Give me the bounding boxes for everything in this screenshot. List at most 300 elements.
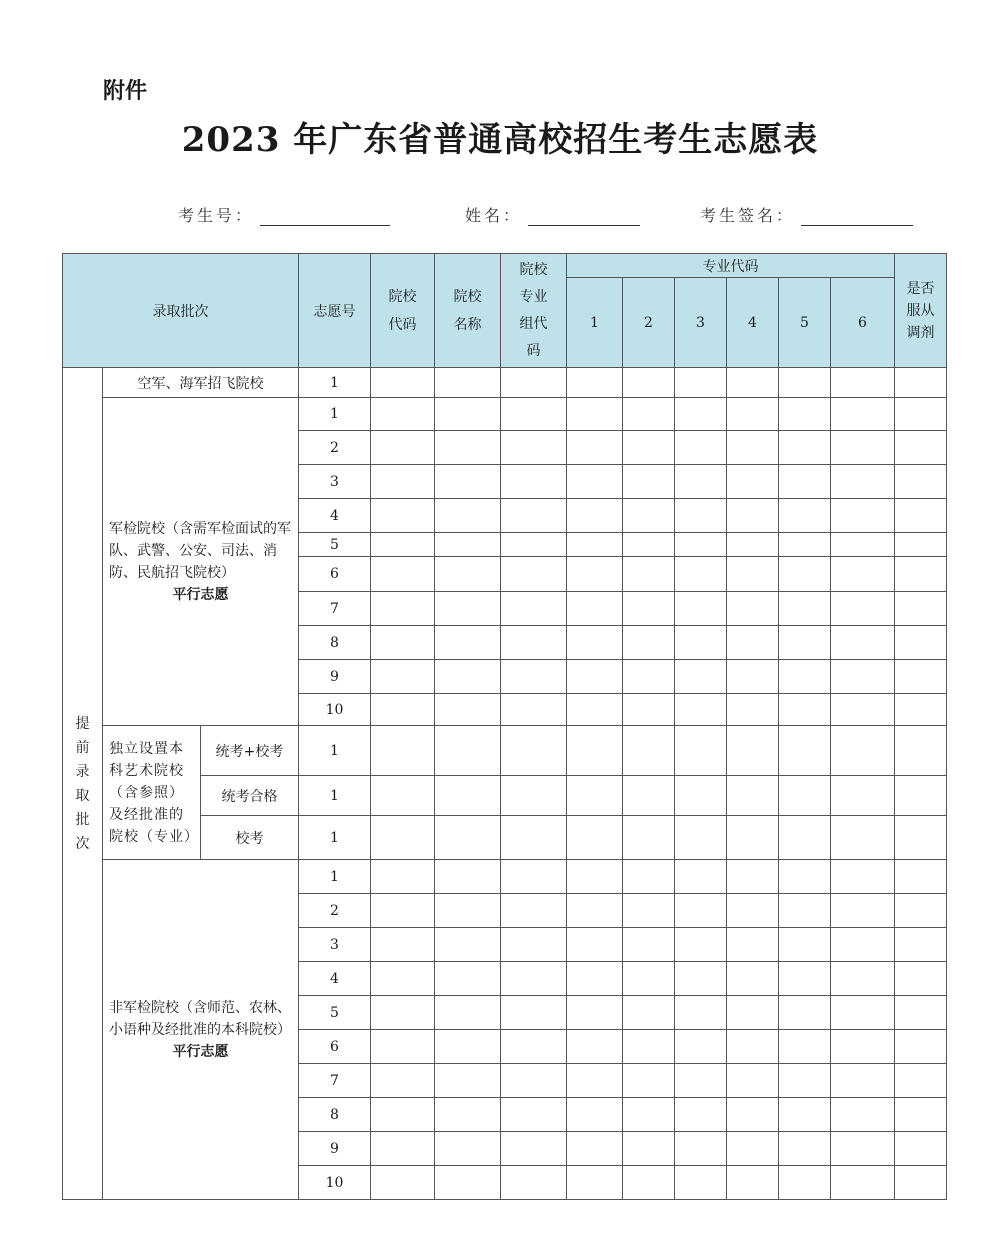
header-group-code-l1: 院校 bbox=[519, 261, 548, 278]
header-major-2: 2 bbox=[623, 278, 675, 368]
cell[interactable] bbox=[623, 1166, 675, 1200]
cell[interactable] bbox=[779, 1166, 831, 1200]
cell[interactable] bbox=[779, 962, 831, 996]
cell[interactable] bbox=[895, 1030, 947, 1064]
cell[interactable] bbox=[727, 465, 779, 499]
cell[interactable] bbox=[371, 592, 435, 626]
cell[interactable] bbox=[435, 1098, 501, 1132]
cell[interactable] bbox=[727, 776, 779, 816]
cell[interactable] bbox=[675, 776, 727, 816]
choice-number: 9 bbox=[299, 660, 371, 694]
cell[interactable] bbox=[501, 533, 567, 557]
cell[interactable] bbox=[435, 1064, 501, 1098]
name-label: 姓名： bbox=[465, 206, 523, 225]
cell[interactable] bbox=[779, 557, 831, 592]
cell[interactable] bbox=[675, 660, 727, 694]
cell[interactable] bbox=[371, 499, 435, 533]
cell[interactable] bbox=[779, 1030, 831, 1064]
cell[interactable] bbox=[727, 660, 779, 694]
cell[interactable] bbox=[371, 928, 435, 962]
cell[interactable] bbox=[435, 1166, 501, 1200]
header-choice-no: 志愿号 bbox=[299, 254, 371, 368]
cell[interactable] bbox=[831, 1098, 895, 1132]
cell[interactable] bbox=[623, 816, 675, 860]
cell[interactable] bbox=[675, 557, 727, 592]
cell[interactable] bbox=[727, 1132, 779, 1166]
header-major-3: 3 bbox=[675, 278, 727, 368]
cell[interactable] bbox=[727, 499, 779, 533]
cell[interactable] bbox=[727, 894, 779, 928]
cell[interactable] bbox=[501, 928, 567, 962]
cell[interactable] bbox=[501, 726, 567, 776]
cell[interactable] bbox=[435, 499, 501, 533]
cell[interactable] bbox=[675, 860, 727, 894]
cell[interactable] bbox=[371, 368, 435, 398]
cell[interactable] bbox=[371, 557, 435, 592]
cell[interactable] bbox=[727, 557, 779, 592]
category-art: 独立设置本科艺术院校（含参照）及经批准的院校（专业） bbox=[103, 726, 201, 860]
cell[interactable] bbox=[831, 660, 895, 694]
cell[interactable] bbox=[895, 592, 947, 626]
cell[interactable] bbox=[675, 499, 727, 533]
cell[interactable] bbox=[779, 816, 831, 860]
cell[interactable] bbox=[895, 816, 947, 860]
choice-number: 1 bbox=[299, 398, 371, 431]
cell[interactable] bbox=[727, 1064, 779, 1098]
header-row bbox=[63, 254, 947, 278]
cell[interactable] bbox=[675, 726, 727, 776]
cell[interactable] bbox=[435, 726, 501, 776]
cell[interactable] bbox=[371, 1132, 435, 1166]
cell[interactable] bbox=[831, 592, 895, 626]
header-major-5: 5 bbox=[779, 278, 831, 368]
cell[interactable] bbox=[675, 694, 727, 726]
cell[interactable] bbox=[675, 592, 727, 626]
batch-char: 提 bbox=[75, 715, 90, 732]
cell[interactable] bbox=[727, 1098, 779, 1132]
signature-input[interactable] bbox=[801, 207, 913, 226]
cell[interactable] bbox=[371, 533, 435, 557]
exam-no-input[interactable] bbox=[260, 207, 390, 226]
cell[interactable] bbox=[779, 996, 831, 1030]
cell[interactable] bbox=[435, 398, 501, 431]
cell[interactable] bbox=[675, 1030, 727, 1064]
cell[interactable] bbox=[371, 962, 435, 996]
cell[interactable] bbox=[567, 894, 623, 928]
cell[interactable] bbox=[371, 894, 435, 928]
cell[interactable] bbox=[623, 894, 675, 928]
cell[interactable] bbox=[623, 533, 675, 557]
category-nonmil-tag: 平行志愿 bbox=[172, 1043, 229, 1060]
cell[interactable] bbox=[501, 1064, 567, 1098]
cell[interactable] bbox=[623, 626, 675, 660]
cell[interactable] bbox=[727, 533, 779, 557]
table-row bbox=[63, 398, 947, 431]
cell[interactable] bbox=[623, 1132, 675, 1166]
cell[interactable] bbox=[567, 398, 623, 431]
cell[interactable] bbox=[623, 1030, 675, 1064]
cell[interactable] bbox=[779, 860, 831, 894]
cell[interactable] bbox=[567, 626, 623, 660]
cell[interactable] bbox=[435, 776, 501, 816]
cell[interactable] bbox=[501, 996, 567, 1030]
cell[interactable] bbox=[831, 928, 895, 962]
cell[interactable] bbox=[371, 1030, 435, 1064]
cell[interactable] bbox=[831, 996, 895, 1030]
cell[interactable] bbox=[895, 660, 947, 694]
batch-name-cell bbox=[63, 368, 103, 1200]
cell[interactable] bbox=[623, 1064, 675, 1098]
cell[interactable] bbox=[623, 1098, 675, 1132]
cell[interactable] bbox=[675, 1132, 727, 1166]
cell[interactable] bbox=[501, 860, 567, 894]
category-nonmil bbox=[103, 860, 299, 1200]
cell[interactable] bbox=[727, 962, 779, 996]
cell[interactable] bbox=[435, 928, 501, 962]
name-input[interactable] bbox=[528, 207, 640, 226]
choice-number: 8 bbox=[299, 1098, 371, 1132]
cell[interactable] bbox=[779, 431, 831, 465]
cell[interactable] bbox=[831, 465, 895, 499]
cell[interactable] bbox=[567, 694, 623, 726]
cell[interactable] bbox=[567, 726, 623, 776]
cell[interactable] bbox=[895, 533, 947, 557]
cell[interactable] bbox=[435, 626, 501, 660]
cell[interactable] bbox=[567, 533, 623, 557]
cell[interactable] bbox=[623, 694, 675, 726]
cell[interactable] bbox=[727, 860, 779, 894]
cell[interactable] bbox=[567, 592, 623, 626]
cell[interactable] bbox=[727, 592, 779, 626]
cell[interactable] bbox=[435, 592, 501, 626]
cell[interactable] bbox=[727, 996, 779, 1030]
signature-label: 考生签名： bbox=[700, 206, 796, 225]
choice-number: 5 bbox=[299, 996, 371, 1030]
cell[interactable] bbox=[501, 660, 567, 694]
cell[interactable] bbox=[675, 368, 727, 398]
cell[interactable] bbox=[895, 726, 947, 776]
cell[interactable] bbox=[895, 465, 947, 499]
cell[interactable] bbox=[675, 816, 727, 860]
choice-number: 10 bbox=[299, 694, 371, 726]
category-air-navy: 空军、海军招飞院校 bbox=[103, 368, 299, 398]
cell[interactable] bbox=[435, 1030, 501, 1064]
cell[interactable] bbox=[675, 1098, 727, 1132]
cell[interactable] bbox=[371, 726, 435, 776]
cell[interactable] bbox=[371, 694, 435, 726]
cell[interactable] bbox=[435, 894, 501, 928]
cell[interactable] bbox=[501, 776, 567, 816]
cell[interactable] bbox=[727, 816, 779, 860]
cell[interactable] bbox=[895, 1166, 947, 1200]
header-adjust-l3: 调剂 bbox=[906, 324, 935, 341]
cell[interactable] bbox=[501, 557, 567, 592]
cell[interactable] bbox=[831, 1064, 895, 1098]
cell[interactable] bbox=[501, 816, 567, 860]
cell[interactable] bbox=[779, 928, 831, 962]
cell[interactable] bbox=[831, 694, 895, 726]
cell[interactable] bbox=[501, 431, 567, 465]
cell[interactable] bbox=[567, 1166, 623, 1200]
header-major-code: 专业代码 bbox=[567, 254, 895, 278]
cell[interactable] bbox=[435, 431, 501, 465]
cell[interactable] bbox=[567, 465, 623, 499]
choice-number: 1 bbox=[299, 776, 371, 816]
cell[interactable] bbox=[371, 860, 435, 894]
cell[interactable] bbox=[895, 996, 947, 1030]
cell[interactable] bbox=[623, 465, 675, 499]
cell[interactable] bbox=[501, 368, 567, 398]
cell[interactable] bbox=[567, 431, 623, 465]
cell[interactable] bbox=[501, 499, 567, 533]
cell[interactable] bbox=[831, 368, 895, 398]
header-batch: 录取批次 bbox=[63, 254, 299, 368]
header-school-name-l2: 名称 bbox=[453, 316, 482, 333]
cell[interactable] bbox=[567, 1030, 623, 1064]
cell[interactable] bbox=[895, 776, 947, 816]
cell[interactable] bbox=[727, 1166, 779, 1200]
cell[interactable] bbox=[675, 1166, 727, 1200]
cell[interactable] bbox=[567, 557, 623, 592]
cell[interactable] bbox=[567, 996, 623, 1030]
cell[interactable] bbox=[501, 894, 567, 928]
cell[interactable] bbox=[501, 1030, 567, 1064]
choice-number: 2 bbox=[299, 894, 371, 928]
cell[interactable] bbox=[895, 368, 947, 398]
cell[interactable] bbox=[567, 1132, 623, 1166]
cell[interactable] bbox=[501, 962, 567, 996]
cell[interactable] bbox=[831, 1132, 895, 1166]
cell[interactable] bbox=[727, 694, 779, 726]
name-field bbox=[465, 203, 640, 226]
cell[interactable] bbox=[779, 368, 831, 398]
header-adjust-l2: 服从 bbox=[906, 302, 935, 319]
cell[interactable] bbox=[895, 431, 947, 465]
cell[interactable] bbox=[623, 660, 675, 694]
table-row bbox=[63, 368, 947, 398]
cell[interactable] bbox=[501, 398, 567, 431]
cell[interactable] bbox=[895, 557, 947, 592]
cell[interactable] bbox=[779, 626, 831, 660]
cell[interactable] bbox=[831, 1030, 895, 1064]
cell[interactable] bbox=[371, 660, 435, 694]
cell[interactable] bbox=[831, 776, 895, 816]
cell[interactable] bbox=[501, 1098, 567, 1132]
cell[interactable] bbox=[831, 533, 895, 557]
batch-char: 批 bbox=[75, 811, 90, 828]
cell[interactable] bbox=[371, 996, 435, 1030]
cell[interactable] bbox=[675, 465, 727, 499]
cell[interactable] bbox=[779, 398, 831, 431]
cell[interactable] bbox=[623, 592, 675, 626]
cell[interactable] bbox=[895, 694, 947, 726]
exam-no-label: 考生号： bbox=[178, 206, 255, 225]
header-school-code bbox=[371, 254, 435, 368]
cell[interactable] bbox=[831, 557, 895, 592]
exam-no-field bbox=[178, 203, 390, 226]
cell[interactable] bbox=[371, 431, 435, 465]
cell[interactable] bbox=[435, 465, 501, 499]
choice-number: 2 bbox=[299, 431, 371, 465]
cell[interactable] bbox=[831, 726, 895, 776]
choice-number: 5 bbox=[299, 533, 371, 557]
cell[interactable] bbox=[675, 1064, 727, 1098]
cell[interactable] bbox=[623, 398, 675, 431]
cell[interactable] bbox=[895, 860, 947, 894]
choice-number: 3 bbox=[299, 465, 371, 499]
cell[interactable] bbox=[371, 398, 435, 431]
cell[interactable] bbox=[779, 1064, 831, 1098]
cell[interactable] bbox=[623, 368, 675, 398]
cell[interactable] bbox=[371, 776, 435, 816]
attachment-label: 附件 bbox=[103, 79, 148, 104]
cell[interactable] bbox=[779, 592, 831, 626]
cell[interactable] bbox=[779, 776, 831, 816]
header-group-code-l4: 码 bbox=[526, 342, 541, 359]
cell[interactable] bbox=[623, 557, 675, 592]
cell[interactable] bbox=[779, 465, 831, 499]
cell[interactable] bbox=[623, 726, 675, 776]
cell[interactable] bbox=[435, 816, 501, 860]
cell[interactable] bbox=[675, 431, 727, 465]
header-school-code-l1: 院校 bbox=[388, 288, 417, 305]
application-table bbox=[62, 253, 947, 1200]
choice-number: 4 bbox=[299, 962, 371, 996]
cell[interactable] bbox=[675, 626, 727, 660]
cell[interactable] bbox=[371, 626, 435, 660]
cell[interactable] bbox=[895, 1064, 947, 1098]
cell[interactable] bbox=[435, 694, 501, 726]
cell[interactable] bbox=[675, 533, 727, 557]
cell[interactable] bbox=[567, 962, 623, 996]
cell[interactable] bbox=[501, 1132, 567, 1166]
cell[interactable] bbox=[779, 660, 831, 694]
cell[interactable] bbox=[435, 660, 501, 694]
cell[interactable] bbox=[831, 894, 895, 928]
cell[interactable] bbox=[727, 368, 779, 398]
cell[interactable] bbox=[779, 1098, 831, 1132]
cell[interactable] bbox=[895, 894, 947, 928]
cell[interactable] bbox=[831, 398, 895, 431]
signature-field bbox=[700, 203, 913, 226]
cell[interactable] bbox=[895, 1098, 947, 1132]
cell[interactable] bbox=[623, 996, 675, 1030]
choice-number: 6 bbox=[299, 557, 371, 592]
cell[interactable] bbox=[435, 996, 501, 1030]
cell[interactable] bbox=[623, 431, 675, 465]
cell[interactable] bbox=[371, 1166, 435, 1200]
cell[interactable] bbox=[567, 776, 623, 816]
cell[interactable] bbox=[895, 1132, 947, 1166]
cell[interactable] bbox=[435, 860, 501, 894]
cell[interactable] bbox=[675, 398, 727, 431]
cell[interactable] bbox=[371, 1064, 435, 1098]
batch-char: 前 bbox=[75, 739, 90, 756]
cell[interactable] bbox=[779, 694, 831, 726]
cell[interactable] bbox=[831, 962, 895, 996]
cell[interactable] bbox=[831, 626, 895, 660]
cell[interactable] bbox=[831, 1166, 895, 1200]
choice-number: 6 bbox=[299, 1030, 371, 1064]
cell[interactable] bbox=[501, 694, 567, 726]
cell[interactable] bbox=[371, 465, 435, 499]
cell[interactable] bbox=[895, 928, 947, 962]
cell[interactable] bbox=[567, 816, 623, 860]
cell[interactable] bbox=[675, 962, 727, 996]
cell[interactable] bbox=[727, 928, 779, 962]
cell[interactable] bbox=[831, 499, 895, 533]
batch-char: 取 bbox=[75, 787, 90, 804]
cell[interactable] bbox=[501, 465, 567, 499]
cell[interactable] bbox=[501, 626, 567, 660]
cell[interactable] bbox=[895, 499, 947, 533]
cell[interactable] bbox=[567, 368, 623, 398]
cell[interactable] bbox=[623, 776, 675, 816]
cell[interactable] bbox=[675, 928, 727, 962]
cell[interactable] bbox=[779, 499, 831, 533]
cell[interactable] bbox=[435, 557, 501, 592]
cell[interactable] bbox=[895, 962, 947, 996]
header-adjust bbox=[895, 254, 947, 368]
cell[interactable] bbox=[727, 1030, 779, 1064]
cell[interactable] bbox=[623, 962, 675, 996]
header-major-1: 1 bbox=[567, 278, 623, 368]
form-title: 2023 年广东省普通高校招生考生志愿表 bbox=[181, 120, 819, 160]
cell[interactable] bbox=[567, 1064, 623, 1098]
header-adjust-l1: 是否 bbox=[906, 280, 935, 297]
cell[interactable] bbox=[371, 1098, 435, 1132]
choice-number: 4 bbox=[299, 499, 371, 533]
cell[interactable] bbox=[779, 533, 831, 557]
cell[interactable] bbox=[895, 626, 947, 660]
cell[interactable] bbox=[831, 816, 895, 860]
cell[interactable] bbox=[727, 626, 779, 660]
cell[interactable] bbox=[435, 368, 501, 398]
choice-number: 9 bbox=[299, 1132, 371, 1166]
cell[interactable] bbox=[623, 499, 675, 533]
cell[interactable] bbox=[567, 499, 623, 533]
cell[interactable] bbox=[727, 431, 779, 465]
cell[interactable] bbox=[831, 860, 895, 894]
cell[interactable] bbox=[779, 1132, 831, 1166]
choice-number: 3 bbox=[299, 928, 371, 962]
cell[interactable] bbox=[727, 398, 779, 431]
cell[interactable] bbox=[567, 660, 623, 694]
cell[interactable] bbox=[895, 398, 947, 431]
cell[interactable] bbox=[779, 726, 831, 776]
header-school-code-l2: 代码 bbox=[388, 316, 417, 333]
cell[interactable] bbox=[435, 962, 501, 996]
cell[interactable] bbox=[831, 431, 895, 465]
batch-char: 次 bbox=[75, 835, 90, 852]
cell[interactable] bbox=[567, 1098, 623, 1132]
header-major-4: 4 bbox=[727, 278, 779, 368]
cell[interactable] bbox=[435, 1132, 501, 1166]
cell[interactable] bbox=[623, 860, 675, 894]
cell[interactable] bbox=[501, 592, 567, 626]
cell[interactable] bbox=[567, 928, 623, 962]
choice-number: 7 bbox=[299, 592, 371, 626]
cell[interactable] bbox=[435, 533, 501, 557]
cell[interactable] bbox=[675, 996, 727, 1030]
cell[interactable] bbox=[501, 1166, 567, 1200]
cell[interactable] bbox=[623, 928, 675, 962]
cell[interactable] bbox=[675, 894, 727, 928]
cell[interactable] bbox=[779, 894, 831, 928]
cell[interactable] bbox=[567, 860, 623, 894]
cell[interactable] bbox=[727, 726, 779, 776]
cell[interactable] bbox=[371, 816, 435, 860]
